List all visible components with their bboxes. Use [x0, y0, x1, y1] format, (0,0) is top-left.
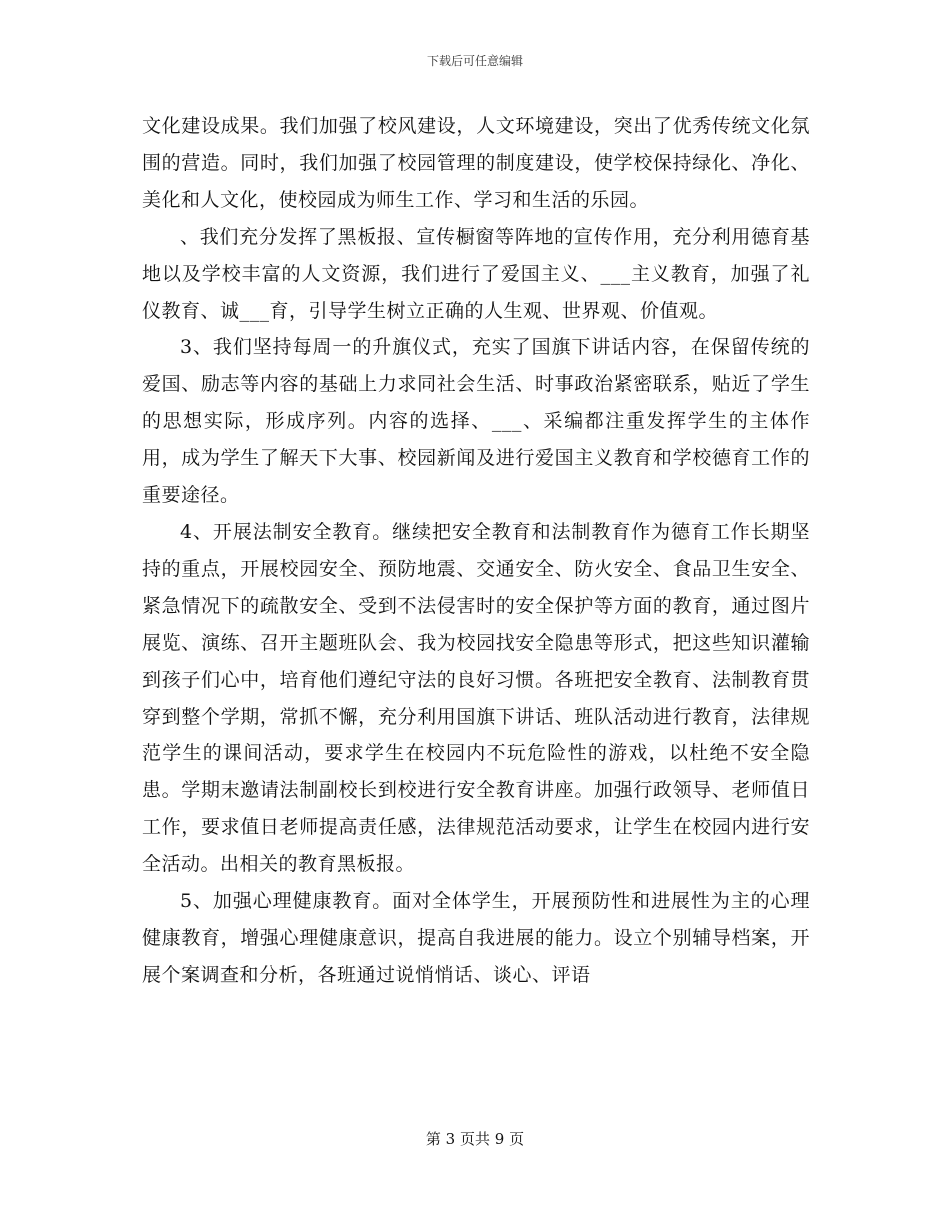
page-footer: 第 3 页共 9 页 — [425, 1130, 525, 1148]
paragraph-5: 5、加强心理健康教育。面对全体学生，开展预防性和进展性为主的心理健康教育，增强心理健康意识，提高自我进展的能力。设立个别辅导档案，开展个案调查和分析，各班通过说悄悄话、谈心、评语 — [142, 890, 810, 986]
page-header: 下载后可任意编辑 — [426, 54, 523, 68]
paragraph-3: 3、我们坚持每周一的升旗仪式，充实了国旗下讲话内容，在保留传统的爱国、励志等内容的基础上力求同社会生活、时事政治紧密联系，贴近了学生的思想实际，形成序列。内容的选择、___、采编都注重发挥学生的主体作用，成为学生了解天下大事、校园新闻及进行爱国主义教育和学校德育工作的重要途径。 — [142, 336, 810, 507]
paragraph-4: 4、开展法制安全教育。继续把安全教育和法制教育作为德育工作长期坚持的重点，开展校园安全、预防地震、交通安全、防火安全、食品卫生安全、紧急情况下的疏散安全、受到不法侵害时的安全保护等方面的教育，通过图片展览、演练、召开主题班队会、我为校园找安全隐患等形式，把这些知识灌输到孩子们心中，培育他们遵纪守法的良好习惯。各班把安全教育、法制教育贯穿到整个学期，常抓不懈，充分利用国旗下讲话、班队活动进行教育，法律规范学生的课间活动，要求学生在校园内不玩危险性的游戏，以杜绝不安全隐患。学期末邀请法制副校长到校进行安全教育讲座。加强行政领导、老师值日工作，要求值日老师提高责任感，法律规范活动要求，让学生在校园内进行安全活动。出相关的教育黑板报。 — [142, 520, 810, 876]
paragraph-2: 、我们充分发挥了黑板报、宣传橱窗等阵地的宣传作用，充分利用德育基地以及学校丰富的人文资源，我们进行了爱国主义、___主义教育，加强了礼仪教育、诚___育，引导学生树立正确的人生观、世界观、价值观。 — [142, 225, 810, 322]
paragraph-1: 文化建设成果。我们加强了校风建设，人文环境建设，突出了优秀传统文化氛围的营造。同时，我们加强了校园管理的制度建设，使学校保持绿化、净化、美化和人文化，使校园成为师生工作、学习和生活的乐园。 — [142, 115, 810, 211]
document-body — [142, 108, 810, 994]
